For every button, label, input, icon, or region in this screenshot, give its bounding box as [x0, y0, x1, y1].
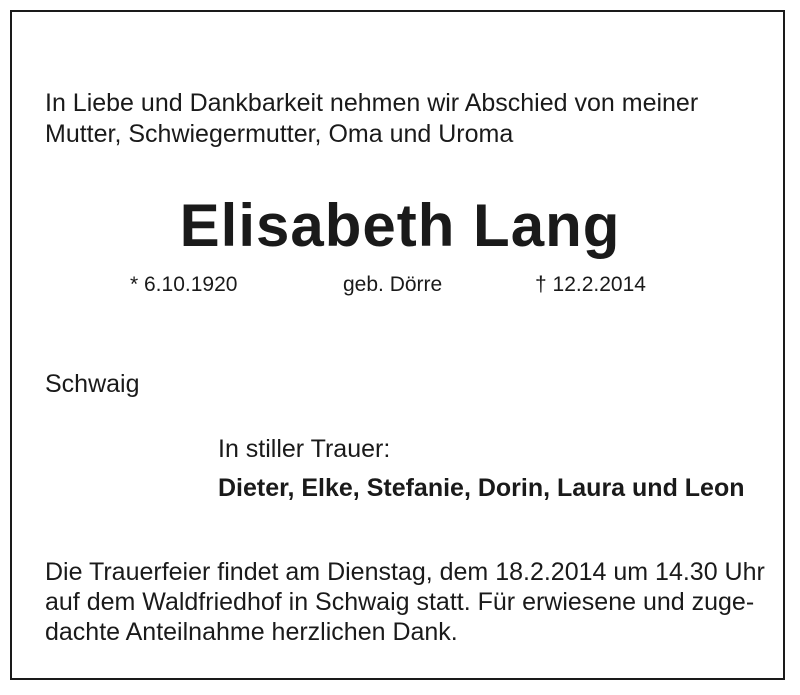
deceased-name: Elisabeth Lang: [179, 192, 621, 259]
birth-name: geb. Dörre: [343, 273, 443, 296]
mourning-label: In stiller Trauer:: [218, 435, 391, 463]
intro-text-line-1: In Liebe und Dankbarkeit nehmen wir Abschied von meiner: [45, 89, 699, 117]
ceremony-text-line-2: auf dem Waldfriedhof in Schwaig statt. Für erwiesene und zuge-: [45, 588, 755, 616]
ceremony-text-line-3: dachte Anteilnahme herzlichen Dank.: [45, 618, 458, 646]
death-date: † 12.2.2014: [535, 273, 646, 296]
intro-text-line-2: Mutter, Schwiegermutter, Oma und Uroma: [45, 120, 514, 148]
birth-date: * 6.10.1920: [130, 273, 238, 296]
mourners-list: Dieter, Elke, Stefanie, Dorin, Laura und Leon: [218, 474, 745, 502]
place-name: Schwaig: [45, 370, 140, 398]
ceremony-text-line-1: Die Trauerfeier findet am Dienstag, dem 18.2.2014 um 14.30 Uhr: [45, 558, 765, 586]
